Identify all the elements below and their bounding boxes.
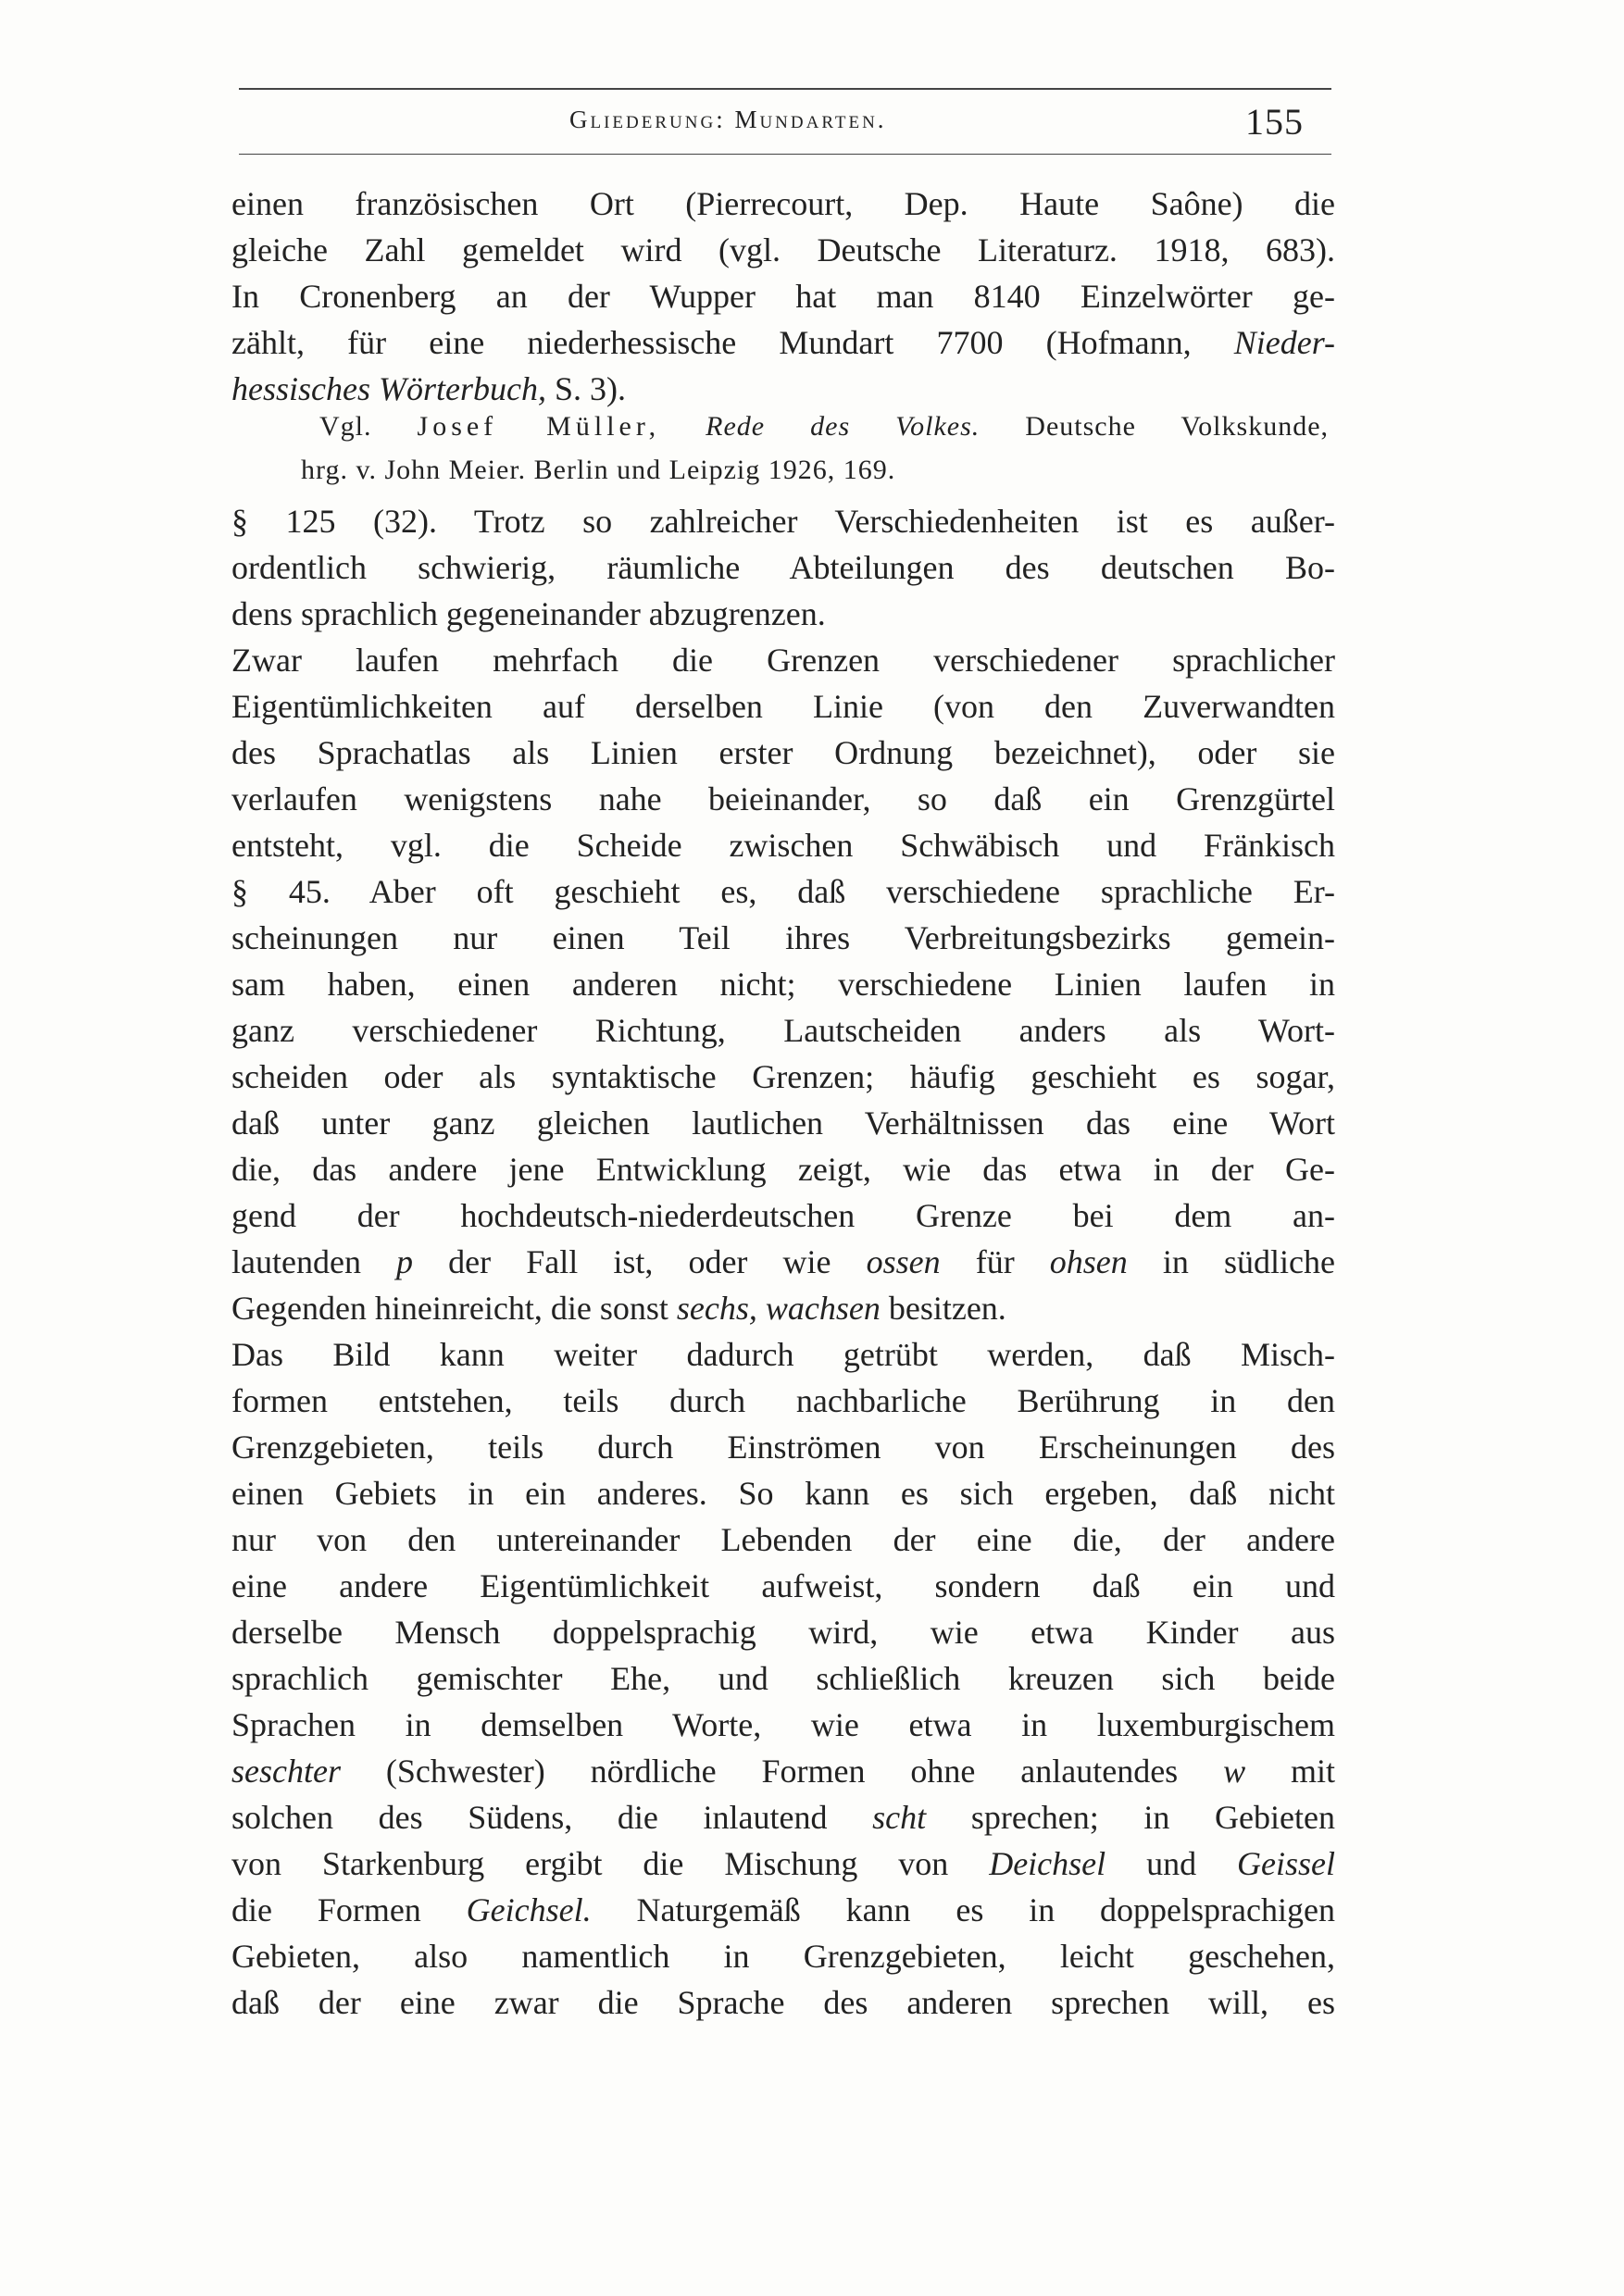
italic-title: Rede des Volkes. bbox=[706, 411, 981, 442]
text-line: formen entstehen, teils durch nachbarliche Berührung in den bbox=[231, 1382, 1335, 1419]
text-line: Gegenden hineinreicht, die sonst sechs, wachsen besitzen. bbox=[231, 1290, 1006, 1327]
text-line: von Starkenburg ergibt die Mischung von Deichsel und Geissel bbox=[231, 1845, 1336, 1882]
text-line: gend der hochdeutsch-niederdeutschen Grenze bei dem an- bbox=[231, 1197, 1335, 1234]
text-line: gleiche Zahl gemeldet wird (vgl. Deutsche Literaturz. 1918, 683). bbox=[231, 231, 1335, 268]
text-line: solchen des Südens, die inlautend scht sprechen; in Gebieten bbox=[231, 1799, 1335, 1836]
text-line: § 125 (32). Trotz so zahlreicher Verschiedenheiten ist es außer- bbox=[231, 503, 1335, 540]
main-text bbox=[231, 498, 1335, 2026]
text-line: Sprachen in demselben Worte, wie etwa in luxemburgischem bbox=[231, 1706, 1335, 1743]
text-line: verlaufen wenigstens nahe beieinander, so daß ein Grenzgürtel bbox=[231, 780, 1335, 817]
text-line: Zwar laufen mehrfach die Grenzen verschiedener sprachlicher bbox=[231, 642, 1335, 679]
header-rule-top bbox=[239, 88, 1331, 90]
italic-title: Nieder- bbox=[1233, 324, 1335, 361]
paragraph-125 bbox=[231, 498, 1335, 637]
italic-title: hessisches Wörterbuch, bbox=[231, 370, 546, 407]
text-line: Das Bild kann weiter dadurch getrübt werden, daß Misch- bbox=[231, 1336, 1335, 1373]
text-line: hessisches Wörterbuch, S. 3). bbox=[231, 370, 626, 407]
paragraph-das-bild bbox=[231, 1331, 1335, 2026]
running-head: Gliederung: Mundarten. bbox=[569, 106, 887, 133]
text-line: die Formen Geichsel. Naturgemäß kann es in doppelsprachigen bbox=[231, 1891, 1335, 1928]
text-line: Gebieten, also namentlich in Grenzgebieten, leicht geschehen, bbox=[231, 1938, 1335, 1975]
text-line: sprachlich gemischter Ehe, und schließlich kreuzen sich beide bbox=[231, 1660, 1335, 1697]
text-line: dens sprachlich gegeneinander abzugrenzen. bbox=[231, 595, 826, 632]
text-line: derselbe Mensch doppelsprachig wird, wie etwa Kinder aus bbox=[231, 1614, 1335, 1651]
text-line: lautenden p der Fall ist, oder wie ossen für ohsen in südliche bbox=[231, 1243, 1335, 1280]
text-line: des Sprachatlas als Linien erster Ordnung bezeichnet), oder sie bbox=[231, 734, 1335, 771]
text-line: einen französischen Ort (Pierrecourt, Dep. Haute Saône) die bbox=[231, 185, 1335, 222]
header-rule-bottom bbox=[239, 154, 1331, 155]
text-line: seschter (Schwester) nördliche Formen ohne anlautendes w mit bbox=[231, 1753, 1335, 1790]
text-line: Eigentümlichkeiten auf derselben Linie (von den Zuverwandten bbox=[231, 688, 1335, 725]
paragraph-zwar bbox=[231, 637, 1335, 1331]
text-line: daß unter ganz gleichen lautlichen Verhältnissen das eine Wort bbox=[231, 1104, 1335, 1142]
text-line: scheinungen nur einen Teil ihres Verbreitungsbezirks gemein- bbox=[231, 919, 1335, 956]
text-line: scheiden oder als syntaktische Grenzen; häufig geschieht es sogar, bbox=[231, 1058, 1335, 1095]
text-line: daß der eine zwar die Sprache des anderen sprechen will, es bbox=[231, 1984, 1335, 2021]
page-number: 155 bbox=[1245, 101, 1304, 143]
text-line: die, das andere jene Entwicklung zeigt, wie das etwa in der Ge- bbox=[231, 1151, 1335, 1188]
text-line: sam haben, einen anderen nicht; verschiedene Linien laufen in bbox=[231, 966, 1335, 1003]
text-line: Grenzgebieten, teils durch Einströmen von Erscheinungen des bbox=[231, 1429, 1335, 1466]
text-line: nur von den untereinander Lebenden der eine die, der andere bbox=[231, 1521, 1335, 1558]
note-line: Vgl. Josef Müller, Rede des Volkes. Deutsche Volkskunde, bbox=[319, 411, 1330, 442]
text-line: In Cronenberg an der Wupper hat man 8140 Einzelwörter ge- bbox=[231, 278, 1335, 315]
text-line: zählt, für eine niederhessische Mundart 7700 (Hofmann, Nieder- bbox=[231, 324, 1335, 361]
text-line: eine andere Eigentümlichkeit aufweist, sondern daß ein und bbox=[231, 1567, 1335, 1604]
paragraph-continuation bbox=[231, 181, 1335, 412]
note-line: hrg. v. John Meier. Berlin und Leipzig 1926, 169. bbox=[301, 455, 896, 485]
author-name: Josef Müller, bbox=[417, 411, 661, 442]
text-line: entsteht, vgl. die Scheide zwischen Schwäbisch und Fränkisch bbox=[231, 827, 1335, 864]
text-line: § 45. Aber oft geschieht es, daß verschiedene sprachliche Er- bbox=[231, 873, 1335, 910]
text-line: ordentlich schwierig, räumliche Abteilungen des deutschen Bo- bbox=[231, 549, 1335, 586]
bibliographic-note bbox=[301, 405, 1330, 492]
text-line: einen Gebiets in ein anderes. So kann es sich ergeben, daß nicht bbox=[231, 1475, 1335, 1512]
text-line: ganz verschiedener Richtung, Lautscheiden anders als Wort- bbox=[231, 1012, 1335, 1049]
